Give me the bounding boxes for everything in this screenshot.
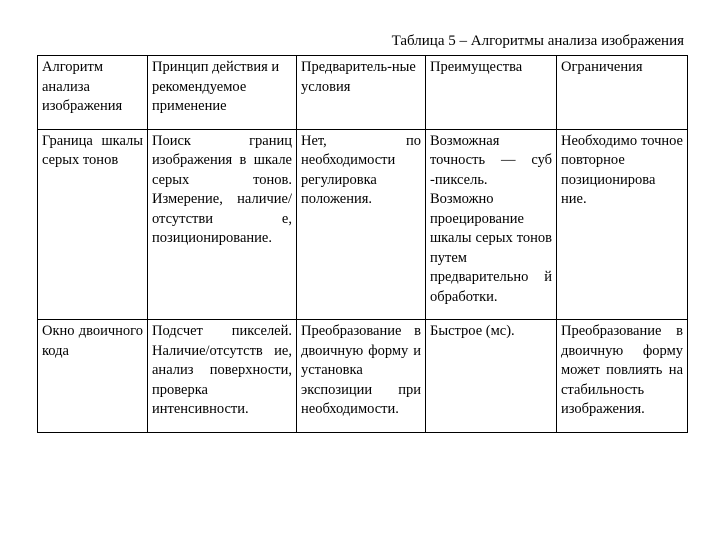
header-limitations: Ограничения (557, 56, 688, 130)
table-header-row (38, 56, 688, 130)
header-preconditions: Предваритель-ные условия (297, 56, 426, 130)
cell-advantages: Возможная точность — суб -пиксель. Возможно проецирование шкалы серых тонов путем предварительно й обработки. (426, 129, 557, 320)
cell-principle: Поиск границ изображения в шкале серых тонов. Измерение, наличие/отсутстви е, позиционирование. (148, 129, 297, 320)
header-algorithm: Алгоритм анализа изображения (38, 56, 148, 130)
table-row (38, 129, 688, 320)
cell-limitations: Необходимо точное повторное позиционирова ние. (557, 129, 688, 320)
cell-limitations: Преобразование в двоичную форму может повлиять на стабильность изображения. (557, 320, 688, 433)
table-row (38, 320, 688, 433)
cell-principle: Подсчет пикселей. Наличие/отсутств ие, анализ поверхности, проверка интенсивности. (148, 320, 297, 433)
algorithms-table (37, 55, 688, 433)
cell-preconditions: Нет, по необходимости регулировка положения. (297, 129, 426, 320)
cell-advantages: Быстрое (мс). (426, 320, 557, 433)
header-principle: Принцип действия и рекомендуемое применение (148, 56, 297, 130)
cell-algorithm: Граница шкалы серых тонов (38, 129, 148, 320)
header-advantages: Преимущества (426, 56, 557, 130)
cell-preconditions: Преобразование в двоичную форму и установка экспозиции при необходимости. (297, 320, 426, 433)
cell-algorithm: Окно двоичного кода (38, 320, 148, 433)
table-caption: Таблица 5 – Алгоритмы анализа изображения (391, 33, 684, 49)
